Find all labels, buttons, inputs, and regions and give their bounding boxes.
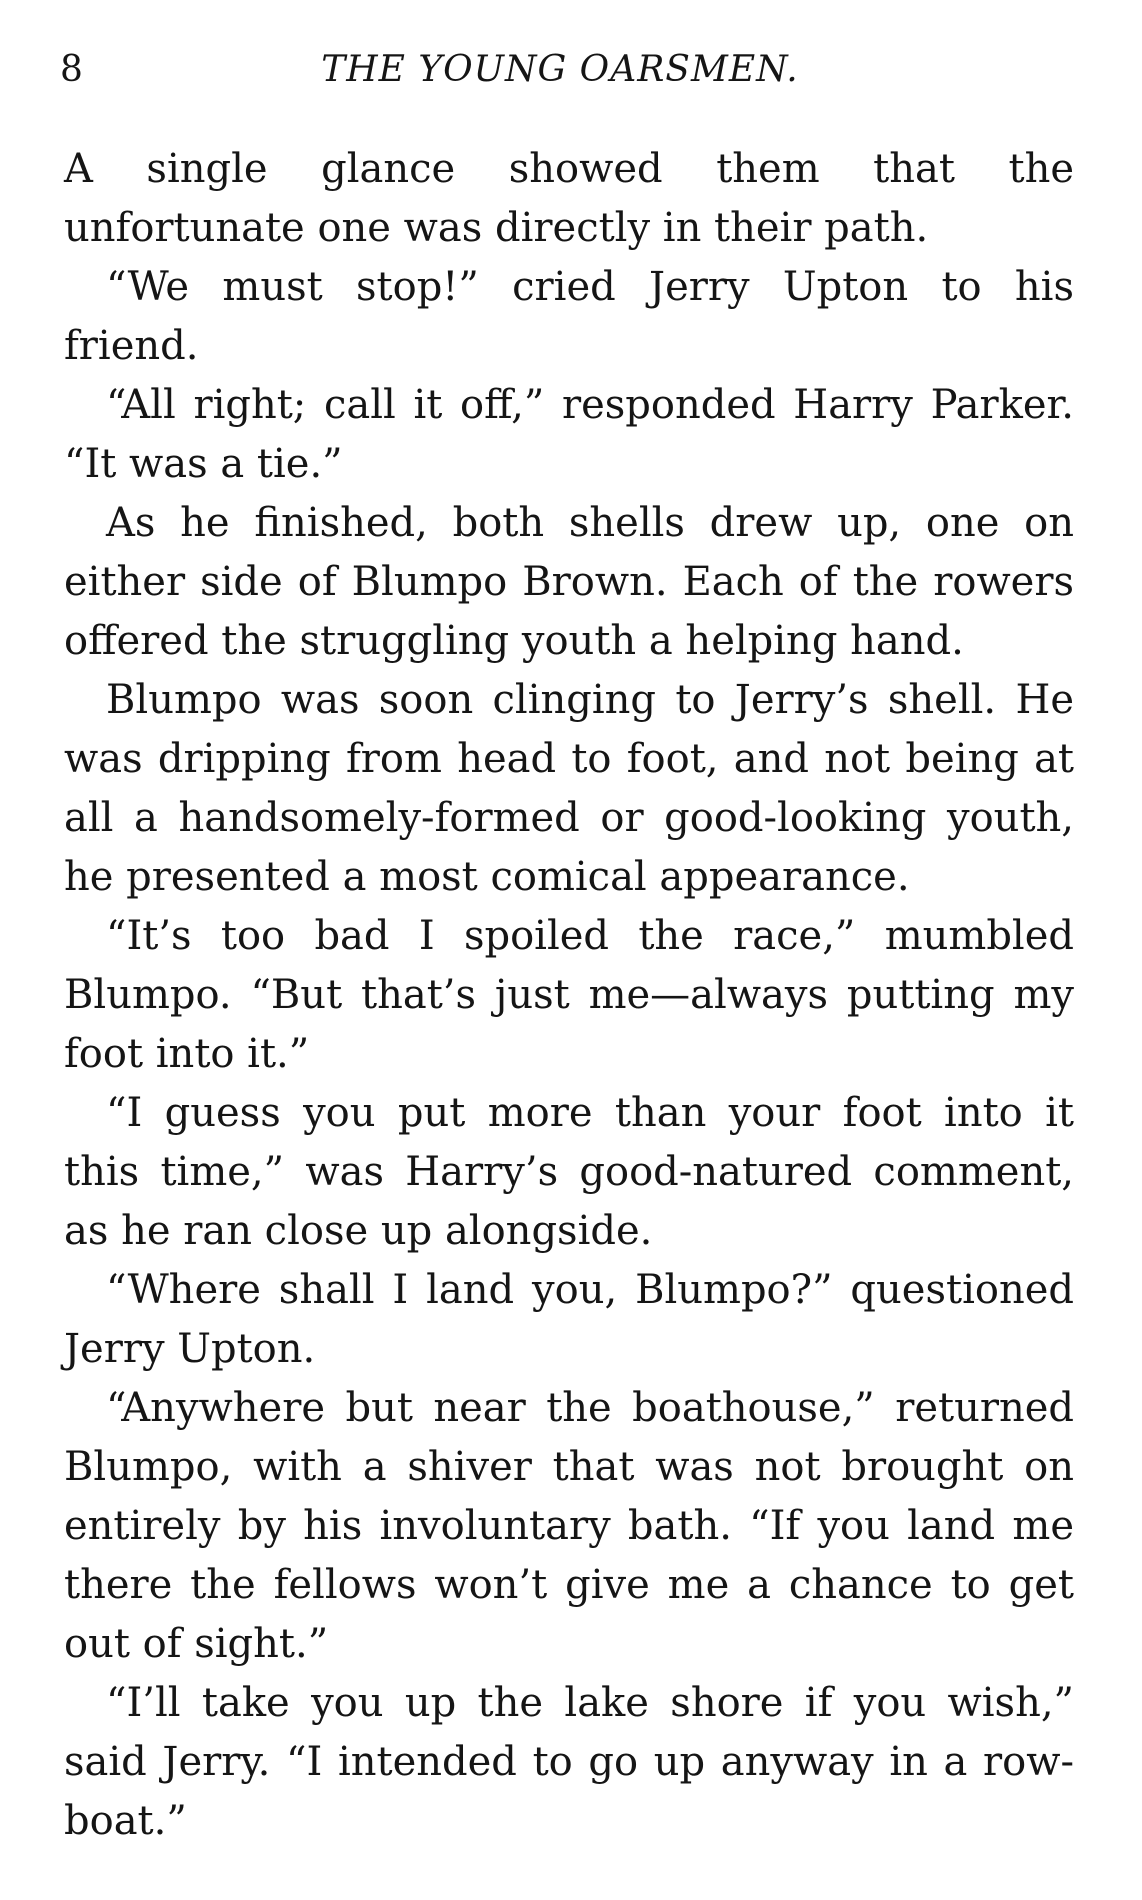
running-title: THE YOUNG OARSMEN. bbox=[321, 49, 799, 90]
paragraph: A single glance showed them that the unfortunate one was directly in their path. bbox=[64, 146, 1074, 251]
page-number: 8 bbox=[60, 49, 83, 90]
paragraph: As he finished, both shells drew up, one on either side of Blumpo Brown. Each of the rowers offered the struggling youth a helping hand. bbox=[64, 500, 1074, 664]
paragraph: “It’s too bad I spoiled the race,” mumbled Blumpo. “But that’s just me—always putting my foot into it.” bbox=[64, 913, 1074, 1077]
paragraph: “I’ll take you up the lake shore if you wish,” said Jerry. “I intended to go up anyway in a row-boat.” bbox=[64, 1680, 1074, 1844]
paragraph: Blumpo was soon clinging to Jerry’s shell. He was dripping from head to foot, and not being at all a handsomely-formed or good-looking youth, he presented a most comical appearance. bbox=[64, 677, 1074, 900]
paragraph: “Where shall I land you, Blumpo?” questioned Jerry Upton. bbox=[64, 1267, 1074, 1372]
paragraph: “All right; call it off,” responded Harry Parker. “It was a tie.” bbox=[64, 382, 1074, 487]
body-text bbox=[64, 140, 1074, 1851]
paragraph: “We must stop!” cried Jerry Upton to his friend. bbox=[64, 264, 1074, 369]
running-header bbox=[0, 40, 1142, 100]
paragraph: “I guess you put more than your foot into it this time,” was Harry’s good-natured comment, as he ran close up alongside. bbox=[64, 1090, 1074, 1254]
paragraph: “Anywhere but near the boathouse,” returned Blumpo, with a shiver that was not brought on entirely by his involuntary bath. “If you land me there the fellows won’t give me a chance to get out of sight.” bbox=[64, 1385, 1074, 1667]
